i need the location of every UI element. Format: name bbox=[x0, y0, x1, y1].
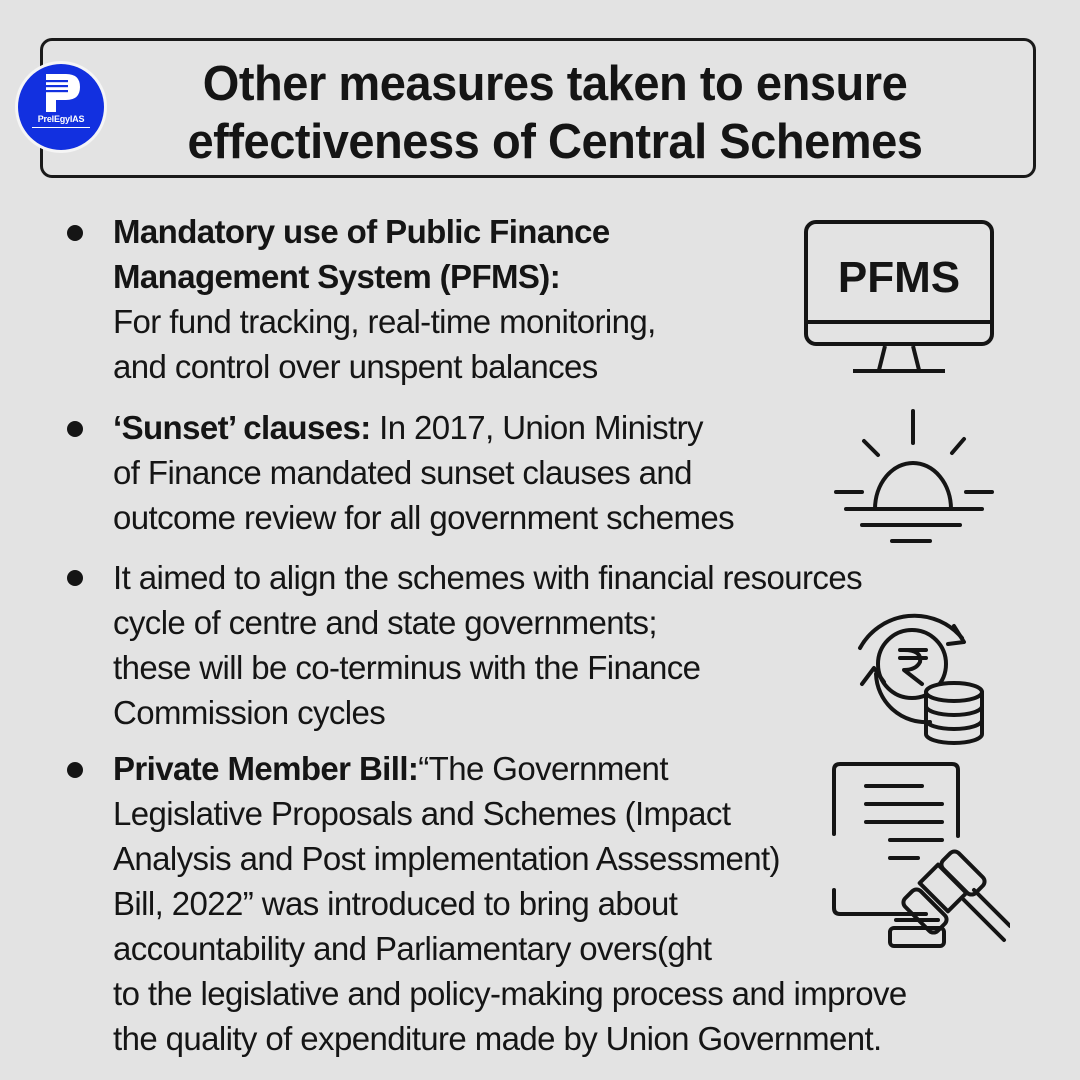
point-1-heading-line-1: Mandatory use of Public Finance bbox=[113, 213, 610, 250]
p-letter-logo-icon bbox=[40, 72, 84, 114]
point-3-body-line-2: cycle of centre and state governments; bbox=[113, 604, 658, 641]
point-1-body-line-2: and control over unspent balances bbox=[113, 348, 598, 385]
point-2-body-line-2: of Finance mandated sunset clauses and bbox=[113, 454, 692, 491]
logo-underline bbox=[32, 127, 90, 128]
point-4-body-line-3: Analysis and Post implementation Assessment) bbox=[113, 840, 780, 877]
bullet-2 bbox=[67, 421, 83, 437]
brand-logo bbox=[18, 64, 104, 150]
point-3-body-line-3: these will be co-terminus with the Finance bbox=[113, 649, 701, 686]
point-4-heading: Private Member Bill: bbox=[113, 750, 419, 787]
page-title bbox=[123, 55, 987, 171]
point-3-body-line-4: Commission cycles bbox=[113, 694, 386, 731]
bullet-4 bbox=[67, 762, 83, 778]
point-4-body-line-6: to the legislative and policy-making process and improve bbox=[113, 975, 907, 1012]
point-4-body-line-4: Bill, 2022” was introduced to bring about bbox=[113, 885, 678, 922]
monitor-icon bbox=[803, 218, 995, 376]
point-4-body-line-2: Legislative Proposals and Schemes (Impact bbox=[113, 795, 731, 832]
point-2-body-line-3: outcome review for all government schemes bbox=[113, 499, 735, 536]
rupee-cycle-coins-icon bbox=[850, 600, 990, 748]
point-4-body-line-1: “The Government bbox=[418, 750, 668, 787]
point-4-body-line-5: accountability and Parliamentary overs(ght bbox=[113, 930, 712, 967]
point-4-body-line-7: the quality of expenditure made by Union Government. bbox=[113, 1020, 882, 1057]
point-2-body-line-1: In 2017, Union Ministry bbox=[370, 409, 703, 446]
sunset-icon bbox=[832, 405, 1000, 545]
point-3-body-line-1: It aimed to align the schemes with financial resources bbox=[113, 559, 862, 596]
title-line-1: Other measures taken to ensure bbox=[202, 57, 908, 111]
bullet-3 bbox=[67, 570, 83, 586]
monitor-label: PFMS bbox=[837, 253, 961, 302]
logo-text: PrelEgyIAS bbox=[37, 114, 85, 124]
point-private-member-bill bbox=[113, 746, 907, 1061]
point-2-heading: ‘Sunset’ clauses: bbox=[113, 409, 371, 446]
point-pfms bbox=[113, 209, 656, 389]
document-gavel-icon bbox=[830, 760, 1010, 952]
point-align-schemes bbox=[113, 555, 862, 735]
point-1-heading-line-2: Management System (PFMS): bbox=[113, 258, 561, 295]
point-1-body-line-1: For fund tracking, real-time monitoring, bbox=[113, 303, 656, 340]
point-sunset-clauses bbox=[113, 405, 734, 540]
bullet-1 bbox=[67, 225, 83, 241]
title-box bbox=[40, 38, 1036, 178]
title-line-2: effectiveness of Central Schemes bbox=[187, 115, 923, 169]
